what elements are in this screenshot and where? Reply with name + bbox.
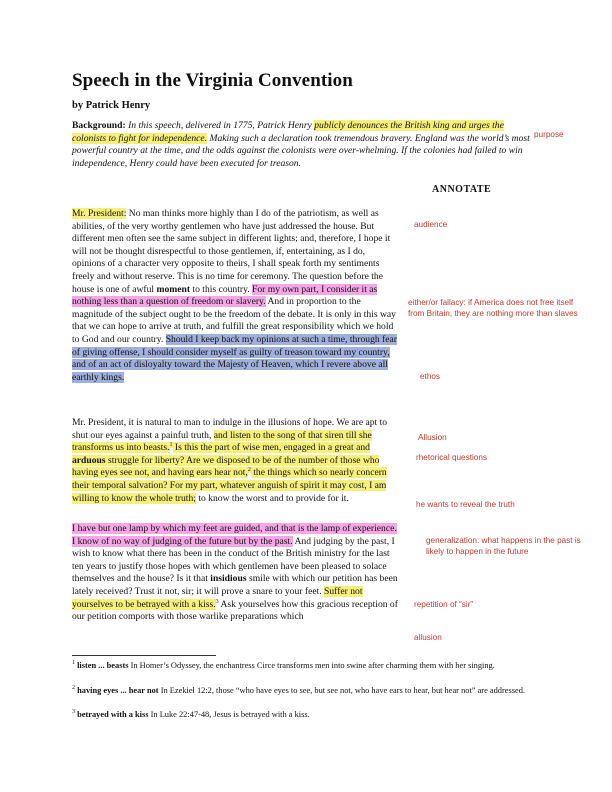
paragraph-3: [72, 523, 400, 624]
footnote-3-text: In Luke 22:47-48, Jesus is betrayed with a kiss.: [148, 710, 310, 719]
footnote-1: [72, 661, 540, 672]
annotate-heading: ANNOTATE: [432, 184, 492, 195]
footnote-2-num: 2: [72, 685, 75, 692]
footnote-ref-1: 1: [169, 442, 173, 448]
footnote-1-term: listen ... beasts: [77, 661, 129, 670]
background-text-a: In this speech, delivered in 1775, Patrick Henry: [125, 120, 315, 131]
p3-yellow-highlight: Suffer not yourselves to be betrayed with a kiss.: [72, 585, 363, 610]
note-audience: audience: [414, 220, 448, 229]
footnote-ref-3: 3: [215, 598, 219, 605]
note-rhetorical: rhetorical questions: [416, 453, 487, 462]
footnote-3-term: betrayed with a kiss: [77, 710, 149, 719]
note-truth: he wants to reveal the truth: [416, 500, 515, 509]
p3-pink-highlight: I have but one lamp by which my feet are guided, and that is the lamp of experience. I know of no way of judging of the future but by the past.: [72, 523, 397, 547]
paragraph-2: [72, 417, 400, 505]
p3-text-a: And judging by the past, I wish to know what there has been in the conduct of the British ministry for the last ten years to justify those hopes with which gentlemen have been pleased to solace themselves and the house? Is it that: [72, 535, 395, 585]
p2-yellow-3: struggle for liberty? Are we disposed to be of the number of those who having eyes see not, and having ears hear not,: [72, 454, 380, 479]
background-highlight: publicly denounces the British king and urges the colonists to fight for independence.: [72, 120, 504, 144]
p1-vocab-moment: moment: [156, 283, 191, 295]
footnote-2-text: In Ezekiel 12:2, those “who have eyes to see, but see not, who have ears to hear, but hear not” are addressed.: [158, 686, 526, 695]
note-generalization: generalization: what happens in the past is likely to happen in the future: [426, 536, 581, 556]
footnote-1-num: 1: [72, 660, 75, 667]
p1-blue-highlight: Should I keep back my opinions at such a time, through fear of giving offense, I should consider myself as guilty of treason toward my country, and of an act of disloyalty toward the Majesty of Heaven, which I revere above all earthly kings.: [72, 333, 397, 383]
p3-vocab-insidious: insidious: [210, 573, 247, 585]
background-text-b: Making such a declaration took tremendous bravery. England was the world’s most powerful country at the time, and the odds against the colonists were over-whelming. If the colonies had failed to win independence, Henry could have been executed for treason.: [72, 132, 530, 169]
byline: by Patrick Henry: [72, 100, 151, 111]
p2-text-b: to know the worst and to provide for it.: [195, 492, 349, 504]
p1-pink-highlight: For my own part, I consider it as nothing less than a question of freedom or slavery.: [72, 283, 378, 308]
note-ethos: ethos: [420, 372, 441, 381]
footnote-1-text: In Homer’s Odyssey, the enchantress Circe transforms men into swine after charming them with her singing.: [128, 661, 495, 670]
p1-salutation: Mr. President:: [72, 208, 127, 219]
p2-yellow-2: Is this the part of wise men, engaged in a great and: [172, 442, 370, 454]
p2-yellow-1: and listen to the song of that siren till she transforms us into beasts.: [72, 429, 372, 454]
footnote-2: [72, 686, 540, 697]
background-label: Background:: [72, 120, 126, 131]
note-purpose: purpose: [534, 130, 564, 139]
p2-yellow-4: the things which so nearly concern their temporal salvation? For my part, whatever anguish of spirit it may cost, I am willing to know the whole truth;: [72, 467, 387, 504]
p3-text-c: Ask yourselves how this gracious reception of our petition comports with those warlike preparations which: [72, 598, 398, 623]
footnote-3-num: 3: [72, 709, 75, 716]
footnote-divider: [72, 655, 216, 656]
p2-text-a: Mr. President, it is natural to man to indulge in the illusions of hope. We are apt to shut our eyes against a painful truth,: [72, 417, 388, 441]
paragraph-1: [72, 208, 400, 384]
note-either-or: either/or fallacy: if America does not free itself from Britain, they are nothing more than slaves: [408, 298, 578, 318]
p1-text-d: And in proportion to the magnitude of the subject ought to be the freedom of the debate. It is only in this way that we can hope to arrive at truth, and fulfill the great responsibility which we hold to God and our country.: [72, 296, 396, 345]
note-repetition: repetition of “sir”: [414, 600, 474, 609]
page-title: Speech in the Virginia Convention: [72, 70, 353, 91]
p1-text-b: No man thinks more highly than I do of the patriotism, as well as abilities, of the very worthy gentlemen who have just addressed the house. But different men often see the same subject in different lights; and, therefore, I hope it will not be thought disrespectful to those gentlemen, if, entertaining, as I do, opinions of a character very opposite to theirs, I shall speak forth my sentiments freely and without reserve. This is no time for ceremony. The question before the house is one of awful: [72, 208, 391, 295]
footnote-2-term: having eyes ... hear not: [77, 686, 159, 695]
p3-text-b: smile with which our petition has been lately received? Trust it not, sir; it will prove a snare to your feet.: [72, 573, 398, 597]
note-allusion-1: Allusion: [418, 433, 447, 442]
p1-text-c: to this country.: [190, 283, 253, 295]
note-allusion-2: allusion: [414, 633, 442, 642]
background-paragraph: [72, 120, 540, 170]
footnote-ref-2: 2: [247, 467, 251, 474]
p2-vocab-arduous: arduous: [72, 454, 106, 466]
footnote-3: [72, 710, 540, 721]
